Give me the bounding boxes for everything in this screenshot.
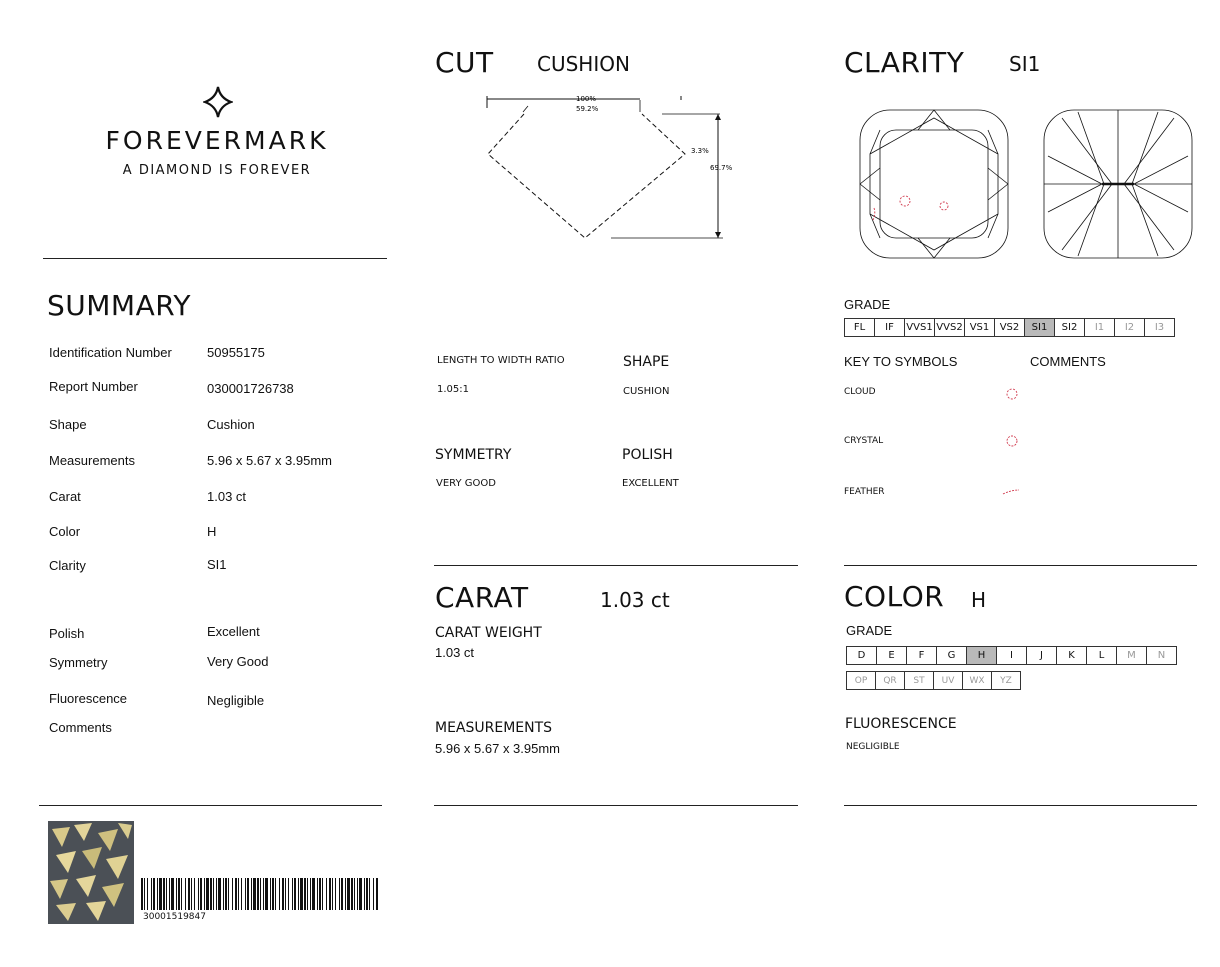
barcode-bar xyxy=(153,878,155,910)
barcode-bar xyxy=(307,878,308,910)
clarity-grade-scale xyxy=(844,318,1175,337)
cut-title: CUT xyxy=(435,46,494,79)
barcode-bar xyxy=(326,878,327,910)
diamond-mark-image xyxy=(48,821,134,924)
clarity-plot-pavilion xyxy=(1042,108,1194,260)
summary-value: Very Good xyxy=(207,654,269,669)
color-title: COLOR xyxy=(844,580,945,613)
barcode-bar xyxy=(198,878,199,910)
summary-label: Comments xyxy=(49,720,112,735)
barcode-bar xyxy=(204,878,205,910)
barcode-bar xyxy=(310,878,311,910)
color-grade-scale xyxy=(846,646,1177,665)
barcode-bar xyxy=(157,878,158,910)
clarity-grade-label: GRADE xyxy=(844,297,891,312)
divider xyxy=(434,565,798,566)
barcode-bar xyxy=(251,878,252,910)
grade-cell: SI1 xyxy=(1025,318,1055,337)
barcode-bar xyxy=(359,878,362,910)
symbol-feather-label: FEATHER xyxy=(844,487,885,497)
carat-value: 1.03 ct xyxy=(600,588,670,612)
grade-cell: VS1 xyxy=(965,318,995,337)
barcode-bar xyxy=(166,878,167,910)
brand-tagline: A DIAMOND IS FOREVER xyxy=(122,163,312,178)
divider xyxy=(39,805,382,806)
summary-label: Symmetry xyxy=(49,655,108,670)
barcode-bar xyxy=(169,878,170,910)
carat-weight-label: CARAT WEIGHT xyxy=(435,625,542,641)
color-grade-label: GRADE xyxy=(846,623,893,638)
barcode-bar xyxy=(319,878,321,910)
grade-cell: L xyxy=(1087,646,1117,665)
barcode-bar xyxy=(369,878,370,910)
barcode-bar xyxy=(185,878,186,910)
grade-cell: FL xyxy=(844,318,875,337)
barcode-bar xyxy=(364,878,365,910)
barcode-bar xyxy=(253,878,256,910)
summary-value: 1.03 ct xyxy=(207,489,247,504)
barcode xyxy=(141,878,379,910)
clarity-plot-crown xyxy=(858,108,1010,260)
barcode-bar xyxy=(151,878,152,910)
comments-label: COMMENTS xyxy=(1030,354,1106,369)
grade-cell: I2 xyxy=(1115,318,1145,337)
grade-cell: I xyxy=(997,646,1027,665)
barcode-bar xyxy=(317,878,318,910)
ratio-label: LENGTH TO WIDTH RATIO xyxy=(437,355,565,366)
barcode-bar xyxy=(339,878,340,910)
barcode-bar xyxy=(292,878,293,910)
barcode-bar xyxy=(300,878,303,910)
barcode-bar xyxy=(245,878,246,910)
barcode-bar xyxy=(225,878,227,910)
barcode-bar xyxy=(141,878,143,910)
grade-cell: VVS1 xyxy=(905,318,935,337)
barcode-bar xyxy=(163,878,165,910)
crown-height-label: 3.3% xyxy=(691,147,709,155)
barcode-bar xyxy=(218,878,221,910)
barcode-bar xyxy=(285,878,286,910)
barcode-bar xyxy=(210,878,212,910)
divider xyxy=(844,805,1197,806)
grade-cell: H xyxy=(967,646,997,665)
barcode-bar xyxy=(200,878,202,910)
divider xyxy=(844,565,1197,566)
depth-label: 69.7% xyxy=(710,164,733,172)
cut-profile-diagram xyxy=(480,90,740,245)
summary-value: 50955175 xyxy=(207,345,265,360)
grade-cell: YZ xyxy=(992,671,1021,690)
shape-value: CUSHION xyxy=(623,386,670,397)
barcode-bar xyxy=(304,878,306,910)
summary-value: 030001726738 xyxy=(207,381,294,396)
barcode-bar xyxy=(376,878,378,910)
barcode-bar xyxy=(265,878,268,910)
barcode-bar xyxy=(345,878,346,910)
fluorescence-label: FLUORESCENCE xyxy=(845,716,957,732)
barcode-bar xyxy=(298,878,299,910)
grade-cell: VVS2 xyxy=(935,318,965,337)
divider xyxy=(43,258,387,259)
summary-label: Color xyxy=(49,524,81,539)
fluorescence-value: NEGLIGIBLE xyxy=(846,742,900,752)
barcode-bar xyxy=(272,878,274,910)
barcode-bar xyxy=(178,878,180,910)
summary-value: SI1 xyxy=(207,557,227,572)
summary-value: Cushion xyxy=(207,417,255,432)
color-value: H xyxy=(971,588,987,612)
carat-title: CARAT xyxy=(435,581,529,614)
barcode-bar xyxy=(279,878,280,910)
barcode-bar xyxy=(241,878,242,910)
carat-weight-value: 1.03 ct xyxy=(435,645,475,660)
barcode-bar xyxy=(247,878,249,910)
grade-cell: SI2 xyxy=(1055,318,1085,337)
barcode-bar xyxy=(329,878,331,910)
grade-cell: M xyxy=(1117,646,1147,665)
grade-cell: E xyxy=(877,646,907,665)
barcode-bar xyxy=(232,878,233,910)
grade-cell: N xyxy=(1147,646,1177,665)
barcode-bar xyxy=(176,878,177,910)
barcode-bar xyxy=(260,878,261,910)
barcode-bar xyxy=(357,878,358,910)
summary-label: Shape xyxy=(49,417,87,432)
barcode-bar xyxy=(322,878,323,910)
summary-title: SUMMARY xyxy=(47,289,192,322)
grade-cell: I3 xyxy=(1145,318,1175,337)
grade-cell: I1 xyxy=(1085,318,1115,337)
clarity-value: SI1 xyxy=(1009,52,1041,76)
barcode-bar xyxy=(223,878,224,910)
brand-name: FOREVERMARK xyxy=(105,126,329,155)
grade-cell: ST xyxy=(905,671,934,690)
crystal-symbol-icon xyxy=(1003,433,1021,449)
grade-cell: K xyxy=(1057,646,1087,665)
forevermark-diamond-icon xyxy=(203,86,233,118)
ratio-value: 1.05:1 xyxy=(437,384,469,395)
barcode-bar xyxy=(181,878,182,910)
barcode-bar xyxy=(354,878,355,910)
barcode-bar xyxy=(341,878,343,910)
grade-cell: D xyxy=(846,646,877,665)
grade-cell: G xyxy=(937,646,967,665)
barcode-bar xyxy=(147,878,148,910)
barcode-bar xyxy=(257,878,259,910)
grade-cell: UV xyxy=(934,671,963,690)
barcode-bar xyxy=(294,878,296,910)
summary-label: Identification Number xyxy=(49,345,172,360)
symbol-crystal-label: CRYSTAL xyxy=(844,436,884,446)
symbol-cloud-label: CLOUD xyxy=(844,387,876,397)
barcode-bar xyxy=(206,878,209,910)
measurements-label: MEASUREMENTS xyxy=(435,720,553,736)
barcode-bar xyxy=(216,878,217,910)
barcode-bar xyxy=(228,878,229,910)
symmetry-value: VERY GOOD xyxy=(436,478,496,489)
barcode-bar xyxy=(332,878,333,910)
divider xyxy=(434,805,798,806)
barcode-bar xyxy=(191,878,192,910)
grade-cell: J xyxy=(1027,646,1057,665)
shape-label: SHAPE xyxy=(623,354,670,370)
barcode-bar xyxy=(213,878,214,910)
barcode-bar xyxy=(275,878,276,910)
table-percent-label: 100% xyxy=(576,95,597,103)
barcode-bar xyxy=(288,878,289,910)
barcode-bar xyxy=(366,878,368,910)
barcode-bar xyxy=(171,878,174,910)
barcode-bar xyxy=(282,878,284,910)
cloud-symbol-icon xyxy=(1003,386,1021,402)
barcode-bar xyxy=(347,878,350,910)
measurements-value: 5.96 x 5.67 x 3.95mm xyxy=(435,741,561,756)
barcode-number: 30001519847 xyxy=(143,912,206,922)
summary-label: Carat xyxy=(49,489,81,504)
cut-value: CUSHION xyxy=(537,52,630,76)
grade-cell: F xyxy=(907,646,937,665)
barcode-bar xyxy=(373,878,374,910)
barcode-bar xyxy=(335,878,336,910)
summary-value: Negligible xyxy=(207,693,265,708)
table-width-label: 59.2% xyxy=(576,105,599,113)
color-grade-scale-extended xyxy=(846,671,1021,690)
summary-label: Fluorescence xyxy=(49,691,128,706)
barcode-bar xyxy=(235,878,237,910)
key-to-symbols-label: KEY TO SYMBOLS xyxy=(844,354,958,369)
clarity-title: CLARITY xyxy=(844,46,965,79)
grade-cell: VS2 xyxy=(995,318,1025,337)
grade-cell: IF xyxy=(875,318,905,337)
summary-label: Clarity xyxy=(49,558,86,573)
barcode-bar xyxy=(188,878,190,910)
summary-label: Polish xyxy=(49,626,85,641)
barcode-bar xyxy=(351,878,353,910)
summary-value: H xyxy=(207,524,217,539)
barcode-bar xyxy=(144,878,145,910)
grade-cell: OP xyxy=(846,671,876,690)
summary-value: 5.96 x 5.67 x 3.95mm xyxy=(207,453,333,468)
polish-label: POLISH xyxy=(622,447,673,463)
summary-label: Report Number xyxy=(49,379,138,394)
barcode-bar xyxy=(270,878,271,910)
barcode-bar xyxy=(194,878,195,910)
summary-label: Measurements xyxy=(49,453,135,468)
grade-cell: WX xyxy=(963,671,992,690)
feather-symbol-icon xyxy=(1001,484,1023,498)
barcode-bar xyxy=(312,878,315,910)
symmetry-label: SYMMETRY xyxy=(435,447,512,463)
barcode-bar xyxy=(263,878,264,910)
barcode-bar xyxy=(159,878,162,910)
summary-value: Excellent xyxy=(207,624,260,639)
barcode-bar xyxy=(238,878,239,910)
polish-value: EXCELLENT xyxy=(622,478,679,489)
grade-cell: QR xyxy=(876,671,905,690)
